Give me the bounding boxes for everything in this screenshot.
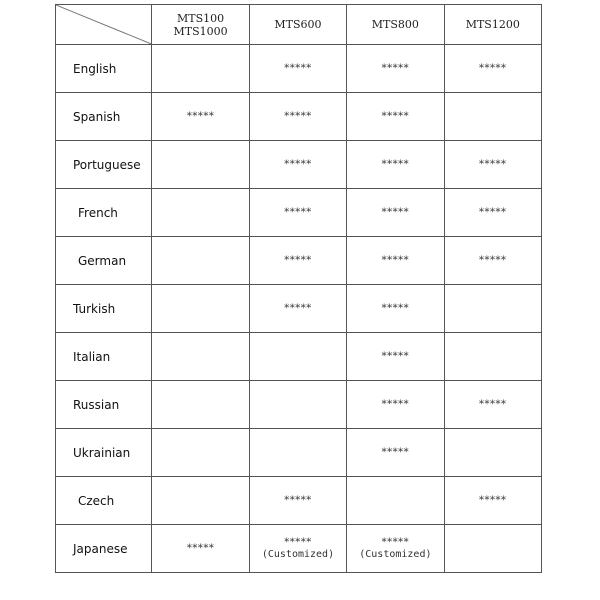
language-label: Italian: [56, 333, 152, 381]
table-row: [56, 45, 542, 93]
support-cell: [347, 525, 444, 573]
support-mark: *****: [284, 158, 312, 170]
table-row: [56, 381, 542, 429]
table-row: [56, 285, 542, 333]
support-cell: [152, 285, 249, 333]
language-label: Spanish: [56, 93, 152, 141]
support-cell: [444, 45, 541, 93]
support-cell: [152, 525, 249, 573]
column-header: [249, 5, 346, 45]
support-cell: [152, 381, 249, 429]
diagonal-divider: [56, 5, 151, 44]
support-cell: [347, 45, 444, 93]
support-mark: *****: [479, 62, 507, 74]
support-mark: *****: [381, 206, 410, 218]
support-cell: [152, 189, 249, 237]
support-mark: *****: [186, 110, 215, 122]
support-mark: *****: [186, 542, 215, 554]
support-mark: *****: [284, 254, 312, 266]
support-mark: *****: [284, 110, 312, 122]
support-cell: [444, 189, 541, 237]
support-cell: [444, 237, 541, 285]
support-mark: *****: [479, 254, 507, 266]
table-row: [56, 429, 542, 477]
support-mark: *****: [381, 62, 410, 74]
support-cell: [444, 429, 541, 477]
support-note: (Customized): [359, 548, 432, 560]
support-cell: [249, 477, 346, 525]
column-header-line: MTS1200: [465, 18, 520, 31]
support-cell: [152, 45, 249, 93]
support-cell: [249, 429, 346, 477]
support-mark: *****: [284, 494, 312, 506]
support-mark: *****: [479, 494, 507, 506]
support-cell: [444, 381, 541, 429]
support-mark: *****: [381, 158, 410, 170]
support-mark: *****: [381, 398, 410, 410]
support-cell: [152, 93, 249, 141]
support-mark: *****: [381, 254, 410, 266]
support-cell: [347, 333, 444, 381]
support-cell: [249, 141, 346, 189]
support-cell: [152, 333, 249, 381]
support-cell: [444, 285, 541, 333]
support-cell: [347, 141, 444, 189]
support-cell: [152, 429, 249, 477]
table-row: [56, 477, 542, 525]
support-mark: *****: [479, 206, 507, 218]
support-cell: [444, 477, 541, 525]
table-row: [56, 189, 542, 237]
language-label: English: [56, 45, 152, 93]
support-cell: [249, 381, 346, 429]
support-mark: *****: [381, 110, 410, 122]
corner-cell: [56, 5, 152, 45]
header-row: [56, 5, 542, 45]
support-mark: *****: [284, 206, 312, 218]
support-mark: *****: [381, 350, 410, 362]
language-label: Turkish: [56, 285, 152, 333]
support-mark: *****: [381, 446, 410, 458]
support-mark: *****: [381, 302, 410, 314]
support-cell: [152, 237, 249, 285]
support-mark: *****: [479, 398, 507, 410]
support-cell: [347, 477, 444, 525]
column-header: [444, 5, 541, 45]
table-row: [56, 237, 542, 285]
support-cell: [249, 237, 346, 285]
support-cell: [347, 429, 444, 477]
column-header: [152, 5, 249, 45]
support-cell: [444, 525, 541, 573]
support-mark: *****: [284, 302, 312, 314]
support-cell: [444, 141, 541, 189]
support-cell: [249, 93, 346, 141]
language-label: Russian: [56, 381, 152, 429]
support-note: (Customized): [261, 548, 335, 560]
column-header: [347, 5, 444, 45]
language-label: Portuguese: [56, 141, 152, 189]
table-row: [56, 525, 542, 573]
column-header-line: MTS1000: [173, 24, 228, 38]
table-row: [56, 333, 542, 381]
support-mark: *****: [284, 62, 312, 74]
support-cell: [444, 333, 541, 381]
support-cell: [347, 285, 444, 333]
language-label: Ukrainian: [56, 429, 152, 477]
support-cell: [249, 45, 346, 93]
table-row: [56, 93, 542, 141]
column-header-line: MTS600: [274, 18, 322, 31]
language-label: Japanese: [56, 525, 152, 573]
support-cell: [249, 285, 346, 333]
support-cell: [249, 189, 346, 237]
support-cell: [152, 477, 249, 525]
support-cell: [347, 189, 444, 237]
support-cell: [347, 381, 444, 429]
column-header-line: MTS800: [371, 18, 419, 31]
support-cell: [152, 141, 249, 189]
language-label: Czech: [56, 477, 152, 525]
language-label: French: [56, 189, 152, 237]
language-support-table: [55, 4, 542, 573]
support-mark: *****: [381, 536, 410, 548]
table-row: [56, 141, 542, 189]
language-label: German: [56, 237, 152, 285]
support-cell: [249, 525, 346, 573]
support-cell: [347, 93, 444, 141]
support-cell: [444, 93, 541, 141]
table-body: [56, 45, 542, 573]
support-mark: *****: [284, 536, 312, 548]
column-header-line: MTS100: [177, 11, 225, 25]
support-mark: *****: [479, 158, 507, 170]
support-cell: [347, 237, 444, 285]
support-cell: [249, 333, 346, 381]
